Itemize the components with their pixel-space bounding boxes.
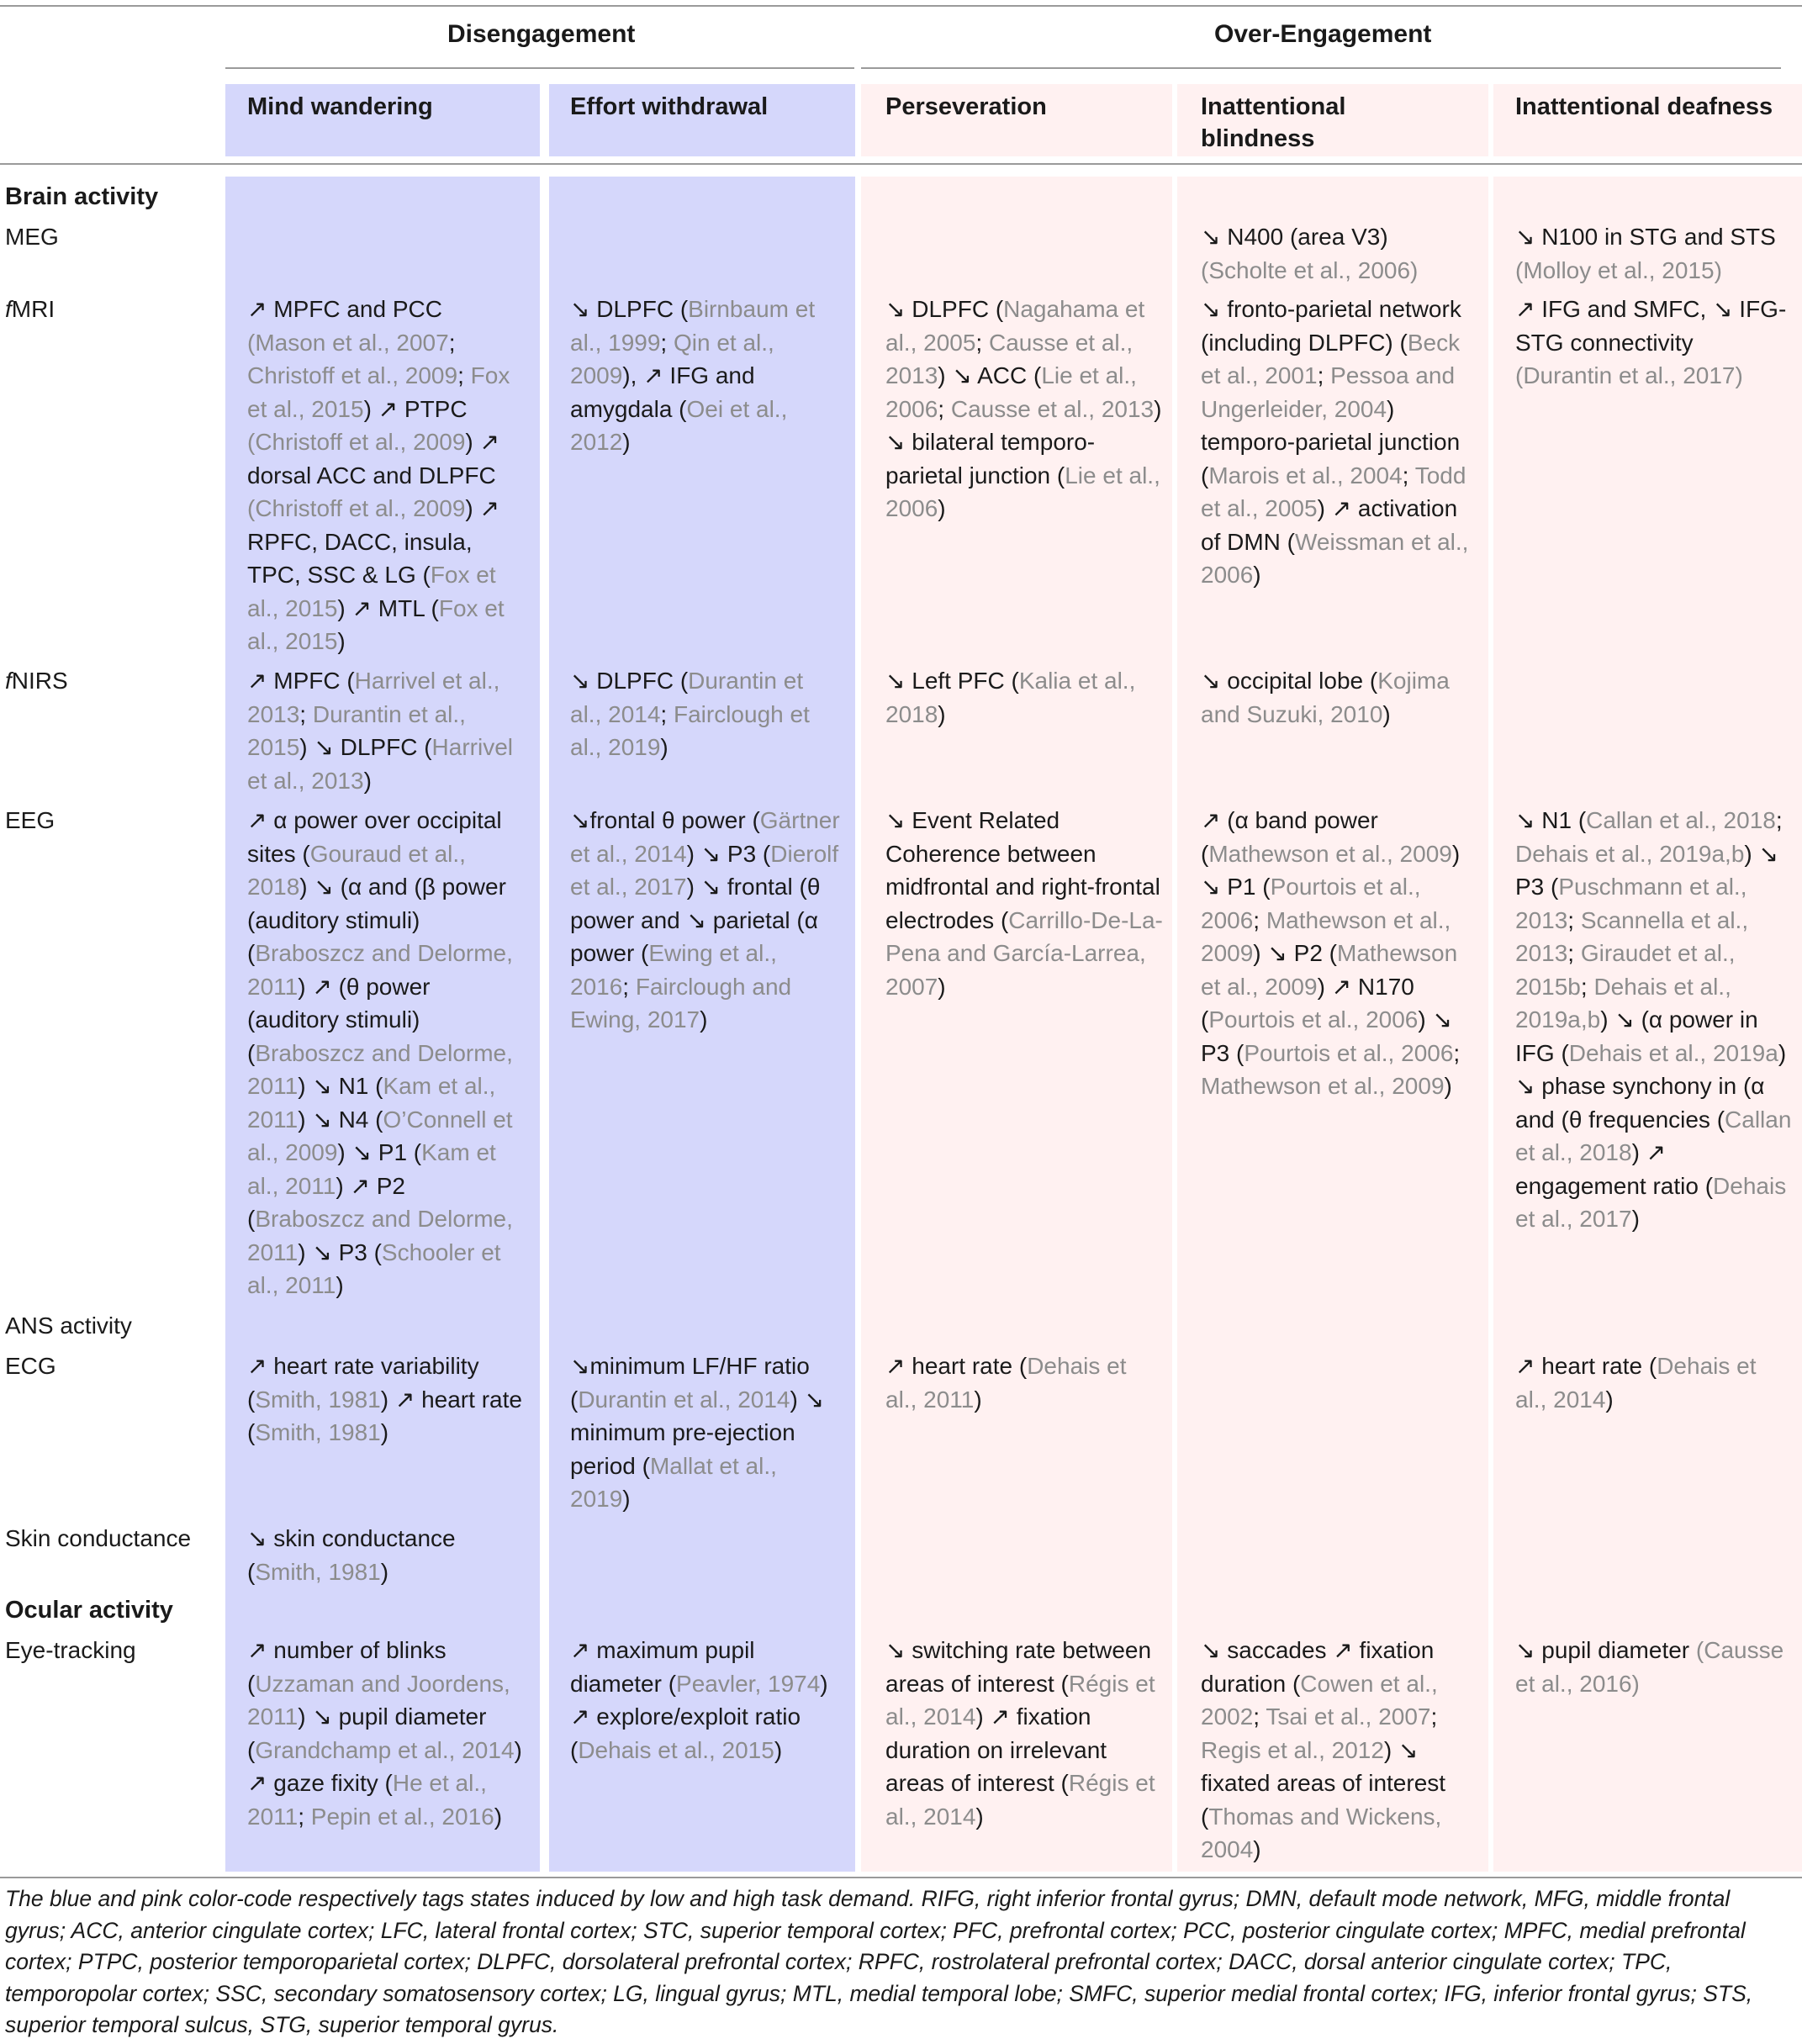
fnirs-label-rest: NIRS (11, 668, 68, 694)
finding-text: ; (660, 700, 674, 727)
finding-text: ; (1402, 462, 1415, 489)
citation-text: (Causse et al., 2016) (1515, 1637, 1784, 1697)
citation-text: Kojima and Suzuki, 2010 (1201, 668, 1450, 727)
finding-text: ) ↘ P3 ( (1515, 840, 1778, 900)
finding-text: ) ↗ (θ power (auditory stimuli) ( (247, 973, 431, 1066)
finding-text: ↘frontal θ power ( (570, 807, 760, 833)
table-bottom-rule (0, 1877, 1802, 1878)
finding-text: ) (938, 495, 946, 521)
finding-text: ↘ Event Related Coherence between midfrontal and right-frontal electrodes ( (885, 807, 1160, 933)
citation-text: (Scholte et al., 2006) (1201, 256, 1419, 283)
finding-text: ) ↗ P2 ( (247, 1172, 405, 1232)
finding-text: ) ↗ fixation duration on irrelevant areas of interest ( (885, 1703, 1107, 1796)
cell-fmri-effort-withdrawal (570, 293, 841, 459)
finding-text: ) (938, 973, 946, 1000)
citation-text: Harrivel et al., 2013 (247, 734, 514, 794)
finding-text: ) (1253, 1836, 1261, 1862)
citation-text: Mallat et al., 2019 (570, 1452, 777, 1512)
citation-text: Carrillo-De-La-Pena and García-Larrea, 2007 (885, 906, 1163, 1000)
finding-text: ) ↗ N170 ( (1201, 973, 1414, 1033)
finding-text: ↘ occipital lobe ( (1201, 668, 1378, 694)
finding-text: ) (1382, 700, 1391, 727)
citation-text: Dehais et al., 2019a (1568, 1039, 1778, 1066)
citation-text: Oei et al., 2012 (570, 395, 788, 455)
group-rule-disengagement (225, 67, 854, 69)
citation-text: Fox et al., 2015 (247, 594, 505, 654)
finding-text: ) (622, 1486, 631, 1512)
finding-text: ↘ saccades ↗ fixation duration ( (1201, 1637, 1435, 1697)
citation-text: Scannella et al., 2013 (1515, 906, 1749, 966)
finding-text: ) ↘ pupil diameter ( (247, 1703, 487, 1763)
citation-text: Thomas and Wickens, 2004 (1201, 1803, 1442, 1862)
citation-text: Weissman et al., 2006 (1201, 528, 1469, 588)
citation-text: Callan et al., 2018 (1586, 807, 1776, 833)
citation-text: Christoff et al., 2009 (247, 362, 458, 388)
table-top-rule (0, 5, 1802, 7)
finding-text: ; (622, 973, 636, 1000)
finding-text: ) ↗ dorsal ACC and DLPFC (247, 429, 499, 489)
citation-text: Kam et al., 2011 (247, 1073, 496, 1133)
finding-text: ↘ DLPFC ( (570, 296, 689, 322)
citation-text: Dehais et al., 2015 (578, 1736, 774, 1763)
cell-fnirs-perseveration (885, 664, 1163, 731)
finding-text: ↘ N100 in STG and STS (1515, 224, 1776, 250)
citation-text: Uzzaman and Joordens, 2011 (247, 1670, 510, 1730)
citation-text: Fox et al., 2015 (247, 362, 510, 422)
finding-text: ) (774, 1736, 783, 1763)
finding-text: ↗ heart rate ( (1515, 1353, 1657, 1379)
citation-text: Gouraud et al., 2018 (247, 840, 466, 900)
citation-text: Lie et al., 2006 (885, 362, 1137, 422)
finding-text: ) (975, 1803, 984, 1830)
citation-text: Gärtner et al., 2014 (570, 807, 840, 867)
finding-text: ↘ Left PFC ( (885, 668, 1019, 694)
cell-fnirs-mind-wandering (247, 664, 526, 797)
finding-text: ) ↗ gaze fixity ( (247, 1736, 522, 1796)
citation-text: (Christoff et al., 2009 (247, 429, 466, 455)
citation-text: Schooler et al., 2011 (247, 1239, 501, 1298)
finding-text: ) (1444, 1073, 1452, 1099)
citation-text: Qin et al., 2009 (570, 329, 774, 388)
header-bottom-rule (0, 163, 1802, 165)
finding-text: ) ↘ (α power in IFG ( (1515, 1006, 1758, 1066)
finding-text: ) (380, 1558, 389, 1585)
citation-text: Braboszcz and Delorme, 2011 (247, 1039, 513, 1099)
citation-text: Dehais et al., 2019a,b (1515, 840, 1745, 867)
citation-text: Nagahama et al., 2005 (885, 296, 1145, 356)
finding-text: ; (660, 329, 674, 356)
cell-fnirs-effort-withdrawal (570, 664, 841, 764)
finding-text: ↗ IFG and SMFC, ↘ IFG-STG connectivity (1515, 296, 1787, 356)
finding-text: ) (336, 1272, 344, 1298)
finding-text: ) ↘ P1 ( (1201, 840, 1461, 900)
finding-text: ↘ DLPFC ( (885, 296, 1004, 322)
citation-text: Smith, 1981 (255, 1419, 381, 1445)
citation-text: Beck et al., 2001 (1201, 329, 1461, 388)
finding-text: ↘ N400 (area V3) (1201, 224, 1388, 250)
cell-eye-mind-wandering (247, 1634, 526, 1833)
citation-text: Cowen et al., 2002 (1201, 1670, 1438, 1730)
finding-text: ) (1631, 1206, 1640, 1232)
finding-text: ; (975, 329, 989, 356)
row-label-eye-tracking: Eye-tracking (5, 1637, 136, 1663)
finding-text: ) ↘ P3 ( (298, 1239, 382, 1265)
finding-text: ↗ maximum pupil diameter ( (570, 1637, 755, 1697)
finding-text: ) ↗ explore/exploit ratio ( (570, 1670, 828, 1763)
finding-text: ) ↘ P3 ( (686, 840, 771, 867)
row-label-fnirs (5, 664, 68, 698)
finding-text: ) ↘ fixated areas of interest ( (1201, 1736, 1446, 1830)
finding-text: ; (1253, 1703, 1266, 1730)
citation-text: Callan et al., 2018 (1515, 1106, 1792, 1165)
cell-eeg-inattentional-deafness (1515, 804, 1793, 1236)
citation-text: Harrivel et al., 2013 (247, 668, 500, 727)
cell-eye-inattentional-deafness (1515, 1634, 1793, 1700)
finding-text: ) (622, 429, 631, 455)
finding-text: ) ↘ (α and (β power (auditory stimuli) ( (247, 874, 506, 966)
cell-eye-inattentional-blindness (1201, 1634, 1478, 1867)
col-header-effort-withdrawal: Effort withdrawal (570, 93, 769, 120)
cell-fmri-inattentional-deafness (1515, 293, 1793, 393)
cell-fnirs-inattentional-blindness (1201, 664, 1478, 731)
row-label-fmri (5, 293, 55, 326)
citation-text: Mathewson et al., 2009 (1201, 1073, 1445, 1099)
cell-meg-inattentional-blindness (1201, 220, 1478, 287)
finding-text: ) ↘ DLPFC ( (299, 734, 432, 760)
finding-text: ↘ N1 ( (1515, 807, 1587, 833)
citation-text: Dehais et al., 2017 (1515, 1172, 1787, 1232)
finding-text: ) ↘ ACC ( (938, 362, 1042, 388)
finding-text: ) (380, 1419, 389, 1445)
finding-text: ↗ MPFC and PCC (247, 296, 442, 322)
finding-text: ↗ heart rate variability ( (247, 1353, 479, 1413)
cell-eye-effort-withdrawal (570, 1634, 841, 1767)
citation-text: Pourtois et al., 2006 (1208, 1006, 1419, 1033)
citation-text: Mathewson et al., 2009 (1208, 840, 1452, 867)
cell-fmri-inattentional-blindness (1201, 293, 1478, 592)
finding-text: ↘ skin conductance ( (247, 1525, 456, 1585)
citation-text: Pessoa and Ungerleider, 2004 (1201, 362, 1456, 422)
citation-text: Pourtois et al., 2006 (1201, 874, 1421, 933)
finding-text: ; (1253, 906, 1266, 933)
cell-eye-perseveration (885, 1634, 1163, 1833)
finding-text: ; (1430, 1703, 1438, 1730)
row-label-ocular-activity: Ocular activity (5, 1597, 173, 1624)
finding-text: ) (660, 734, 668, 760)
finding-text: ↘ switching rate between areas of interest ( (885, 1637, 1152, 1697)
row-label-brain-activity: Brain activity (5, 183, 159, 210)
citation-text: Causse et al., 2013 (885, 329, 1134, 388)
finding-text: ; (1580, 973, 1594, 1000)
citation-text: Giraudet et al., 2015b (1515, 940, 1736, 1000)
citation-text: Mathewson et al., 2009 (1201, 940, 1458, 1000)
citation-text: (Mason et al., 2007 (247, 329, 449, 356)
citation-text: Kam et al., 2011 (247, 1139, 496, 1199)
finding-text: ) ↗ heart rate ( (247, 1386, 522, 1445)
finding-text: ) ↗ MTL ( (337, 594, 439, 621)
finding-text: ) ↗ engagement ratio ( (1515, 1139, 1714, 1199)
citation-text: Dehais et al., 2011 (885, 1353, 1127, 1413)
cell-meg-inattentional-deafness (1515, 220, 1793, 287)
fmri-italic-prefix: f (5, 296, 12, 322)
finding-text: ; (1567, 906, 1581, 933)
citation-text: Braboszcz and Delorme, 2011 (247, 940, 513, 1000)
citation-text: Grandchamp et al., 2014 (255, 1736, 515, 1763)
finding-text: ; (1567, 940, 1581, 966)
finding-text: ) (494, 1803, 503, 1830)
citation-text: Fairclough and Ewing, 2017 (570, 973, 792, 1033)
finding-text: ) ↘ frontal (θ power and ↘ parietal (α power ( (570, 874, 821, 966)
citation-text: Dehais et al., 2014 (1515, 1353, 1757, 1413)
citation-text: Dehais et al., 2019a,b (1515, 973, 1731, 1033)
citation-text: Marois et al., 2004 (1208, 462, 1403, 489)
citation-text: Puschmann et al., 2013 (1515, 874, 1747, 933)
citation-text: Pepin et al., 2016 (310, 1803, 494, 1830)
cell-eeg-perseveration (885, 804, 1163, 1003)
cell-ecg-effort-withdrawal (570, 1349, 841, 1516)
finding-text: ; (299, 700, 313, 727)
citation-text: Kalia et al., 2018 (885, 668, 1136, 727)
finding-text: ) ↘ phase synchony in (α and (θ frequencies ( (1515, 1039, 1787, 1133)
finding-text: ; (1453, 1039, 1461, 1066)
finding-text: ↘ fronto-parietal network (including DLPFC) ( (1201, 296, 1461, 356)
fmri-label-rest: MRI (11, 296, 55, 322)
finding-text: ) (1253, 562, 1261, 588)
citation-text: Tsai et al., 2007 (1266, 1703, 1431, 1730)
citation-text: (Durantin et al., 2017) (1515, 362, 1743, 388)
cell-ecg-perseveration (885, 1349, 1163, 1416)
finding-text: ) (1605, 1386, 1614, 1413)
finding-text: ) ↘ P1 ( (337, 1139, 422, 1165)
citation-text: O’Connell et al., 2009 (247, 1106, 513, 1165)
citation-text: Birnbaum et al., 1999 (570, 296, 816, 356)
citation-text: Régis et al., 2014 (885, 1670, 1155, 1730)
finding-text: ↗ heart rate ( (885, 1353, 1028, 1379)
group-header-disengagement: Disengagement (447, 20, 636, 48)
finding-text: ) ↘ bilateral temporo-parietal junction ( (885, 395, 1162, 489)
citation-text: Fox et al., 2015 (247, 562, 496, 621)
citation-text: Dierolf et al., 2017 (570, 840, 839, 900)
citation-text: Smith, 1981 (255, 1386, 381, 1413)
cell-fmri-mind-wandering (247, 293, 526, 658)
finding-text: ↗ (α band power ( (1201, 807, 1378, 867)
finding-text: ; (298, 1803, 311, 1830)
citation-text: Lie et al., 2006 (885, 462, 1160, 521)
citation-text: Mathewson et al., 2009 (1201, 906, 1451, 966)
citation-text: He et al., 2011 (247, 1770, 487, 1830)
finding-text: ) ↘ N4 ( (298, 1106, 383, 1133)
finding-text: ; (938, 395, 951, 422)
finding-text: ) ↗ activation of DMN ( (1201, 495, 1458, 555)
citation-text: (Christoff et al., 2009 (247, 495, 466, 521)
finding-text: ↗ α power over occipital sites ( (247, 807, 502, 867)
finding-text: ↘ pupil diameter (1515, 1637, 1696, 1663)
group-header-over-engagement: Over-Engagement (1214, 20, 1432, 48)
finding-text: ; (448, 329, 456, 356)
citation-text: Régis et al., 2014 (885, 1770, 1155, 1830)
row-label-skin-conductance: Skin conductance (5, 1525, 192, 1551)
finding-text: ; (1317, 362, 1331, 388)
group-rule-over-engagement (861, 67, 1781, 69)
finding-text: ; (457, 362, 471, 388)
citation-text: Pourtois et al., 2006 (1244, 1039, 1454, 1066)
col-header-inattentional-deafness: Inattentional deafness (1515, 93, 1773, 120)
row-label-ans-activity: ANS activity (5, 1312, 132, 1339)
citation-text: (Molloy et al., 2015) (1515, 256, 1722, 283)
finding-text: ) (700, 1006, 708, 1033)
finding-text: ) (974, 1386, 982, 1413)
col-header-perseveration: Perseveration (885, 93, 1047, 120)
finding-text: ; (1775, 807, 1783, 833)
cell-eeg-inattentional-blindness (1201, 804, 1478, 1103)
citation-text: Durantin et al., 2014 (578, 1386, 790, 1413)
citation-text: Regis et al., 2012 (1201, 1736, 1384, 1763)
finding-text: ) ↘ P3 ( (1201, 1006, 1452, 1066)
fnirs-italic-prefix: f (5, 668, 12, 694)
table-caption: The blue and pink color-code respectively tags states induced by low and high task demand. RIFG, right inferior frontal gyrus; DMN, default mode network, MFG, middle frontal gyrus; ACC, anterior cingulate cortex; LFC, lateral frontal cortex; STC, superior temporal cortex; PFC, prefrontal cortex; PCC, posterior cingulate cortex; MPFC, medial prefrontal cortex; PTPC, posterior temporoparietal cortex; DLPFC, dorsolateral prefrontal cortex; RPFC, rostrolateral prefrontal cortex; DACC, dorsal anterior cingulate cortex; TPC, temporopolar cortex; SSC, secondary somatosensory cortex; LG, lingual gyrus; MTL, medial temporal lobe; SMFC, superior medial frontal cortex; IFG, inferior frontal gyrus; STS, superior temporal sulcus, STG, superior temporal gyrus. (5, 1886, 1753, 2037)
citation-text: Durantin et al., 2015 (247, 700, 466, 760)
citation-text: Todd et al., 2005 (1201, 462, 1466, 521)
finding-text: ) (363, 767, 372, 794)
finding-text: ) temporo-parietal junction ( (1201, 395, 1461, 489)
cell-eeg-mind-wandering (247, 804, 526, 1302)
citation-text: Smith, 1981 (255, 1558, 381, 1585)
citation-text: Causse et al., 2013 (950, 395, 1155, 422)
finding-text: ↘ DLPFC ( (570, 668, 689, 694)
cell-ecg-mind-wandering (247, 1349, 526, 1450)
cell-eeg-effort-withdrawal (570, 804, 841, 1037)
finding-text: ↗ number of blinks ( (247, 1637, 447, 1697)
cell-fmri-perseveration (885, 293, 1163, 526)
citation-text: Peavler, 1974 (676, 1670, 821, 1697)
cell-skin-mind-wandering (247, 1522, 526, 1588)
citation-text: Durantin et al., 2014 (570, 668, 804, 727)
finding-text: ↘minimum LF/HF ratio ( (570, 1353, 810, 1413)
citation-text: Braboszcz and Delorme, 2011 (247, 1206, 513, 1265)
finding-text: ) (938, 700, 946, 727)
cell-ecg-inattentional-deafness (1515, 1349, 1793, 1416)
col-header-inattentional-blindness: Inattentional blindness (1201, 93, 1346, 152)
col-header-mind-wandering: Mind wandering (247, 93, 433, 120)
finding-text: ) ↗ RPFC, DACC, insula, TPC, SSC & LG ( (247, 495, 499, 588)
finding-text: ) ↘ P2 ( (1253, 940, 1337, 966)
finding-text: ), ↗ IFG and amygdala ( (570, 362, 755, 422)
citation-text: Fairclough et al., 2019 (570, 700, 810, 760)
row-label-meg: MEG (5, 224, 59, 250)
row-label-eeg: EEG (5, 807, 55, 833)
finding-text: ) ↘ N1 ( (298, 1073, 383, 1099)
row-label-ecg: ECG (5, 1353, 56, 1379)
finding-text: ) ↘ minimum pre-ejection period ( (570, 1386, 825, 1479)
finding-text: ) ↗ PTPC (363, 395, 468, 422)
finding-text: ) (337, 628, 346, 654)
finding-text: ↗ MPFC ( (247, 668, 355, 694)
citation-text: Ewing et al., 2016 (570, 940, 777, 1000)
